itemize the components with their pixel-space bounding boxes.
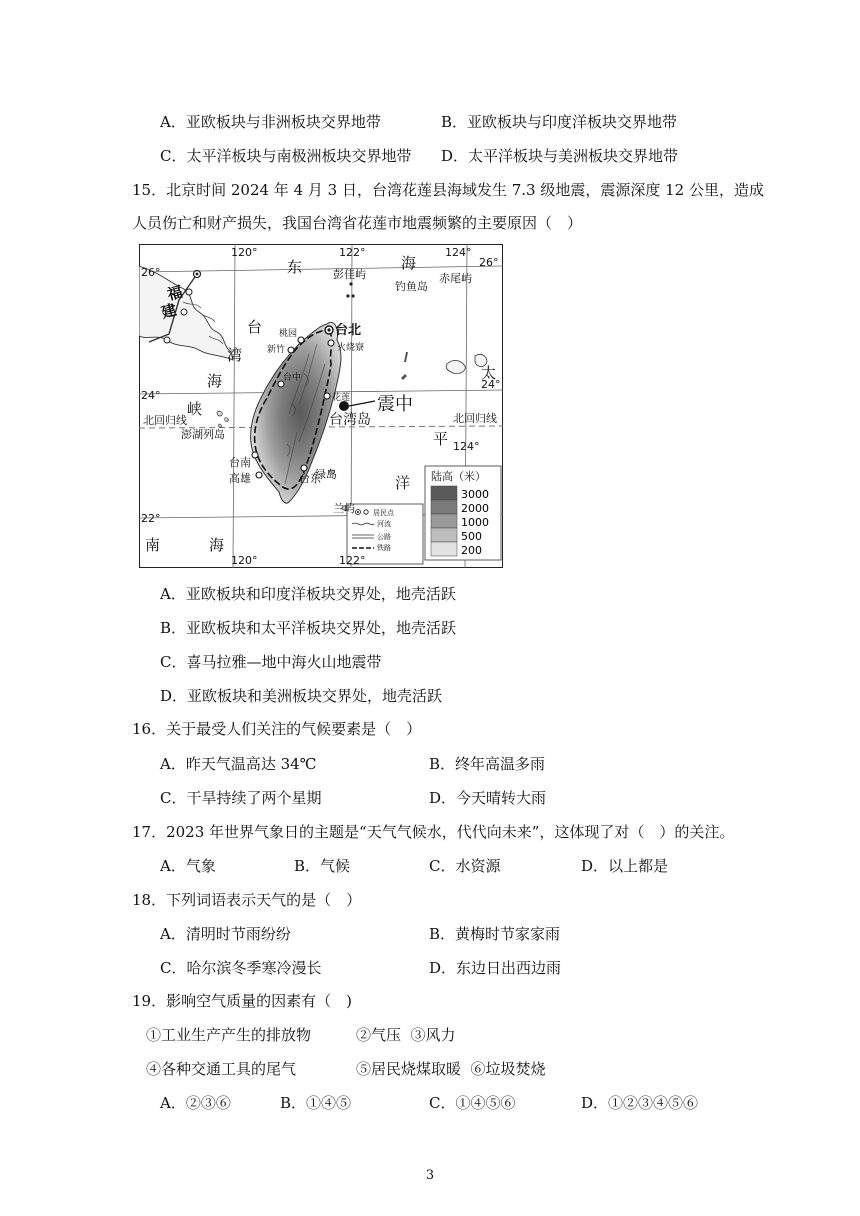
q16-option-b: B．终年高温多雨 <box>429 755 546 773</box>
q17-option-a: A．气象 <box>160 857 216 875</box>
label-lat-24-left: 24° <box>141 389 161 402</box>
label-chiwei: 赤尾屿 <box>439 272 472 285</box>
legend-swatch-2000 <box>431 500 457 514</box>
legend-label-500: 500 <box>461 530 482 543</box>
label-south-sea-1: 南 <box>145 536 161 554</box>
q14-option-a: A．亚欧板块与非洲板块交界地带 <box>160 113 381 131</box>
q18-option-d: D．东边日出西边雨 <box>429 959 562 977</box>
q18-option-b: B．黄梅时节家家雨 <box>429 925 561 943</box>
legend-swatch-1000 <box>431 514 457 528</box>
q18-option-c: C．哈尔滨冬季寒冷漫长 <box>160 959 322 977</box>
label-strait-3: 海 <box>207 372 223 390</box>
q19-option-c: C．①④⑤⑥ <box>429 1094 516 1112</box>
legend-label-1000: 1000 <box>461 516 489 529</box>
q15-option-a: A．亚欧板块和印度洋板块交界处，地壳活跃 <box>160 585 456 603</box>
legend-item-road: 公路 <box>377 533 391 541</box>
label-diaoyu: 钓鱼岛 <box>395 280 428 293</box>
q15-option-b: B．亚欧板块和太平洋板块交界处，地壳活跃 <box>160 619 457 637</box>
label-pacific-3: 洋 <box>395 474 411 492</box>
label-south-sea-2: 海 <box>209 536 225 554</box>
legend-item-river: 河流 <box>377 520 391 528</box>
label-lat-24-right: 24° <box>481 378 501 391</box>
q18-option-a: A．清明时节雨纷纷 <box>160 925 291 943</box>
label-taizhong: 台中 <box>283 373 302 383</box>
label-taibei: 台北 <box>335 323 362 338</box>
label-lon-122-bottom: 122° <box>339 554 366 567</box>
q16-option-d: D．今天晴转大雨 <box>429 789 547 807</box>
legend-label-200: 200 <box>461 544 482 557</box>
q14-option-b: B．亚欧板块与印度洋板块交界地带 <box>441 113 678 131</box>
q14-option-d: D．太平洋板块与美洲板块交界地带 <box>441 147 679 165</box>
label-taidong: 台东 <box>299 472 321 485</box>
label-strait-1: 台 <box>247 318 263 336</box>
label-taiwan-island: 台湾岛 <box>329 412 371 428</box>
q19-option-d: D．①②③④⑤⑥ <box>581 1094 699 1112</box>
legend-swatch-3000 <box>431 486 457 500</box>
label-penghu: 澎湖列岛 <box>181 428 225 441</box>
q19-option-b: B．①④⑤ <box>280 1094 352 1112</box>
label-lon-124-top: 124° <box>445 246 472 259</box>
q15-option-d: D．亚欧板块和美洲板块交界处，地壳活跃 <box>160 687 443 705</box>
label-lon-124-mid: 124° <box>453 440 480 453</box>
label-ludao: 绿岛 <box>315 468 337 481</box>
q15-option-c: C．喜马拉雅—地中海火山地震带 <box>160 653 382 671</box>
label-pacific-1: 太 <box>481 364 497 382</box>
q16-option-a: A．昨天气温高达 34℃ <box>160 755 317 773</box>
q16-option-c: C．干旱持续了两个星期 <box>160 789 322 807</box>
label-strait-2: 湾 <box>227 346 243 364</box>
q15-stem-line1: 15．北京时间 2024 年 4 月 3 日，台湾花莲县海域发生 7.3 级地震，震源深度 12 公里，造成 <box>132 181 764 199</box>
q17-option-c: C．水资源 <box>429 857 501 875</box>
q16-stem: 16．关于最受人们关注的气候要素是（ ） <box>132 720 422 738</box>
label-east-sea-1: 东 <box>287 258 303 276</box>
q15-stem-line2: 人员伤亡和财产损失，我国台湾省花莲市地震频繁的主要原因（ ） <box>132 214 583 232</box>
label-gaoxiong: 高雄 <box>229 472 251 485</box>
q19-stem: 19．影响空气质量的因素有（ ) <box>132 992 352 1010</box>
label-lanyu: 兰屿 <box>333 502 355 515</box>
label-lon-122-top: 122° <box>339 246 366 259</box>
q18-stem: 18．下列词语表示天气的是（ ） <box>132 891 362 909</box>
legend-swatch-500 <box>431 528 457 542</box>
legend-swatch-200 <box>431 542 457 556</box>
q19-factors-line2: ④各种交通工具的尾气 ⑤居民烧煤取暖 ⑥垃圾焚烧 <box>146 1060 546 1078</box>
label-tropic-left: 北回归线 <box>143 414 187 427</box>
q19-option-a: A．②③⑥ <box>160 1094 231 1112</box>
label-pacific-2: 平 <box>433 430 449 448</box>
q17-option-b: B．气候 <box>294 857 351 875</box>
q14-option-c: C．太平洋板块与南极洲板块交界地带 <box>160 147 412 165</box>
label-hualian: 花莲 <box>332 393 351 403</box>
label-pengjia: 彭佳屿 <box>333 268 366 281</box>
label-epicenter: 震中 <box>377 394 413 415</box>
legend-label-3000: 3000 <box>461 488 489 501</box>
q17-option-d: D．以上都是 <box>581 857 669 875</box>
label-lat-26-left: 26° <box>141 266 161 279</box>
label-fujian-1: 福 <box>165 282 185 304</box>
legend-title: 陆高（米） <box>431 470 486 483</box>
label-tropic-right: 北回归线 <box>453 412 497 425</box>
label-xinzhu: 新竹 <box>267 345 286 355</box>
label-lon-120-bottom: 120° <box>231 554 258 567</box>
label-east-sea-2: 海 <box>401 254 417 272</box>
label-lat-26-right: 26° <box>479 256 499 269</box>
q17-stem: 17．2023 年世界气象日的主题是“天气气候水，代代向未来”，这体现了对（ ）的关注。 <box>132 823 735 841</box>
label-lon-120-top: 120° <box>231 246 258 259</box>
label-tainan: 台南 <box>229 456 251 469</box>
label-fujian-2: 建 <box>159 300 179 322</box>
page-number: 3 <box>425 1168 435 1183</box>
label-lat-22-left: 22° <box>141 512 161 525</box>
label-huoshaoliao: 火烧寮 <box>337 343 365 353</box>
legend-label-2000: 2000 <box>461 502 489 515</box>
legend-item-settlement: 居民点 <box>373 509 394 517</box>
taiwan-map <box>139 244 503 568</box>
label-strait-4: 峡 <box>187 400 203 418</box>
legend-item-railway: 铁路 <box>377 544 391 552</box>
q19-factors-line1: ①工业生产产生的排放物 ②气压 ③风力 <box>146 1026 456 1044</box>
label-taoyuan: 桃园 <box>279 329 298 339</box>
